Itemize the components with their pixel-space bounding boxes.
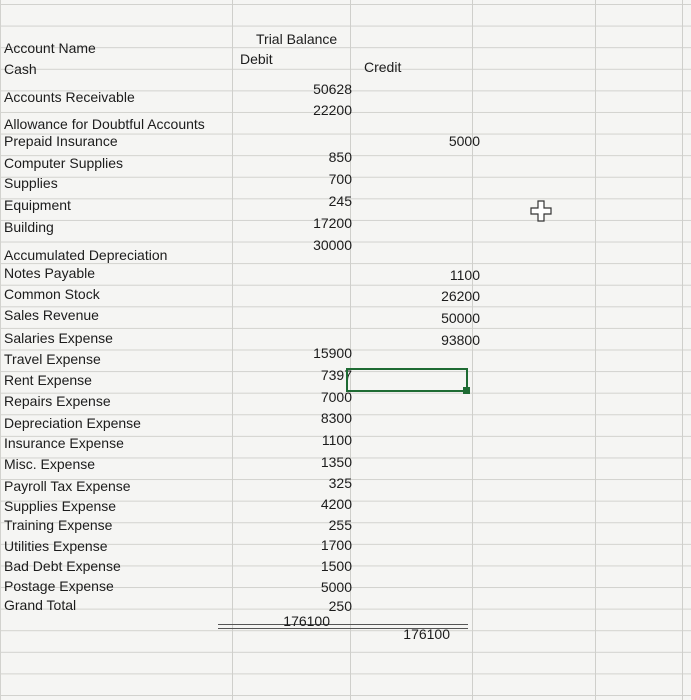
trial-balance-title: Trial Balance [256, 31, 338, 47]
debit-cell[interactable]: 17200 [313, 215, 352, 231]
account-name-cell[interactable]: Misc. Expense [4, 456, 96, 472]
selected-cell[interactable] [346, 368, 468, 392]
debit-cell[interactable]: 1100 [321, 432, 352, 448]
debit-cell[interactable]: 7397 [320, 367, 352, 383]
account-name-cell[interactable]: Computer Supplies [4, 155, 124, 171]
account-name-cell[interactable]: Supplies Expense [4, 498, 117, 514]
credit-header: Credit [364, 59, 402, 75]
debit-cell[interactable]: 700 [328, 171, 352, 187]
debit-cell[interactable]: 255 [328, 517, 352, 533]
column-divider [595, 0, 596, 700]
account-name-cell[interactable]: Notes Payable [4, 265, 96, 281]
debit-cell[interactable]: 7000 [320, 389, 352, 405]
account-name-cell[interactable]: Accounts Receivable [4, 89, 135, 105]
credit-cell[interactable]: 26200 [441, 288, 480, 304]
debit-cell[interactable]: 250 [328, 598, 352, 614]
debit-header: Debit [240, 51, 273, 67]
debit-cell[interactable]: 22200 [313, 102, 352, 118]
account-name-cell[interactable]: Depreciation Expense [4, 415, 141, 431]
debit-cell[interactable]: 245 [328, 193, 352, 209]
account-name-cell[interactable]: Equipment [4, 197, 71, 213]
account-name-cell[interactable]: Utilities Expense [4, 538, 108, 554]
account-name-cell[interactable]: Sales Revenue [4, 307, 99, 323]
debit-cell[interactable]: 15900 [313, 345, 352, 361]
credit-cell[interactable]: 5000 [448, 133, 480, 149]
debit-cell[interactable]: 850 [328, 149, 352, 165]
account-name-cell[interactable]: Postage Expense [4, 578, 114, 594]
column-divider [682, 0, 683, 700]
column-divider [232, 0, 233, 700]
credit-cell[interactable]: 93800 [441, 332, 480, 348]
account-name-header: Account Name [4, 40, 96, 56]
account-name-cell[interactable]: Insurance Expense [4, 435, 124, 451]
debit-cell[interactable]: 1350 [320, 454, 352, 470]
debit-cell[interactable]: 1500 [320, 558, 352, 574]
debit-cell[interactable]: 5000 [320, 579, 352, 595]
debit-cell[interactable]: 50628 [313, 81, 352, 97]
account-name-cell[interactable]: Travel Expense [4, 351, 101, 367]
account-name-cell[interactable]: Grand Total [4, 597, 77, 613]
account-name-cell[interactable]: Accumulated Depreciation [4, 247, 168, 263]
account-name-cell[interactable]: Salaries Expense [4, 330, 113, 346]
account-name-cell[interactable]: Common Stock [4, 286, 100, 302]
column-divider [472, 0, 473, 700]
account-name-cell[interactable]: Supplies [4, 175, 58, 191]
debit-cell[interactable]: 4200 [320, 496, 352, 512]
account-name-cell[interactable]: Allowance for Doubtful Accounts [4, 116, 205, 132]
debit-cell[interactable]: 30000 [313, 237, 352, 253]
fill-handle[interactable] [463, 387, 470, 394]
account-name-cell[interactable]: Payroll Tax Expense [4, 478, 131, 494]
cell-cursor-icon [530, 200, 552, 222]
account-name-cell[interactable]: Repairs Expense [4, 393, 111, 409]
debit-cell[interactable]: 8300 [320, 410, 352, 426]
credit-cell[interactable]: 50000 [441, 310, 480, 326]
account-name-cell[interactable]: Prepaid Insurance [4, 133, 118, 149]
credit-cell[interactable]: 1100 [449, 267, 480, 283]
debit-cell[interactable]: 1700 [320, 537, 352, 553]
account-name-cell[interactable]: Cash [4, 61, 37, 77]
account-name-cell[interactable]: Training Expense [4, 517, 113, 533]
account-name-cell[interactable]: Building [4, 219, 54, 235]
credit-total[interactable]: 176100 [403, 626, 450, 642]
debit-cell[interactable]: 325 [328, 475, 352, 491]
debit-total[interactable]: 176100 [283, 613, 330, 629]
account-name-cell[interactable]: Bad Debt Expense [4, 558, 121, 574]
account-name-cell[interactable]: Rent Expense [4, 372, 92, 388]
